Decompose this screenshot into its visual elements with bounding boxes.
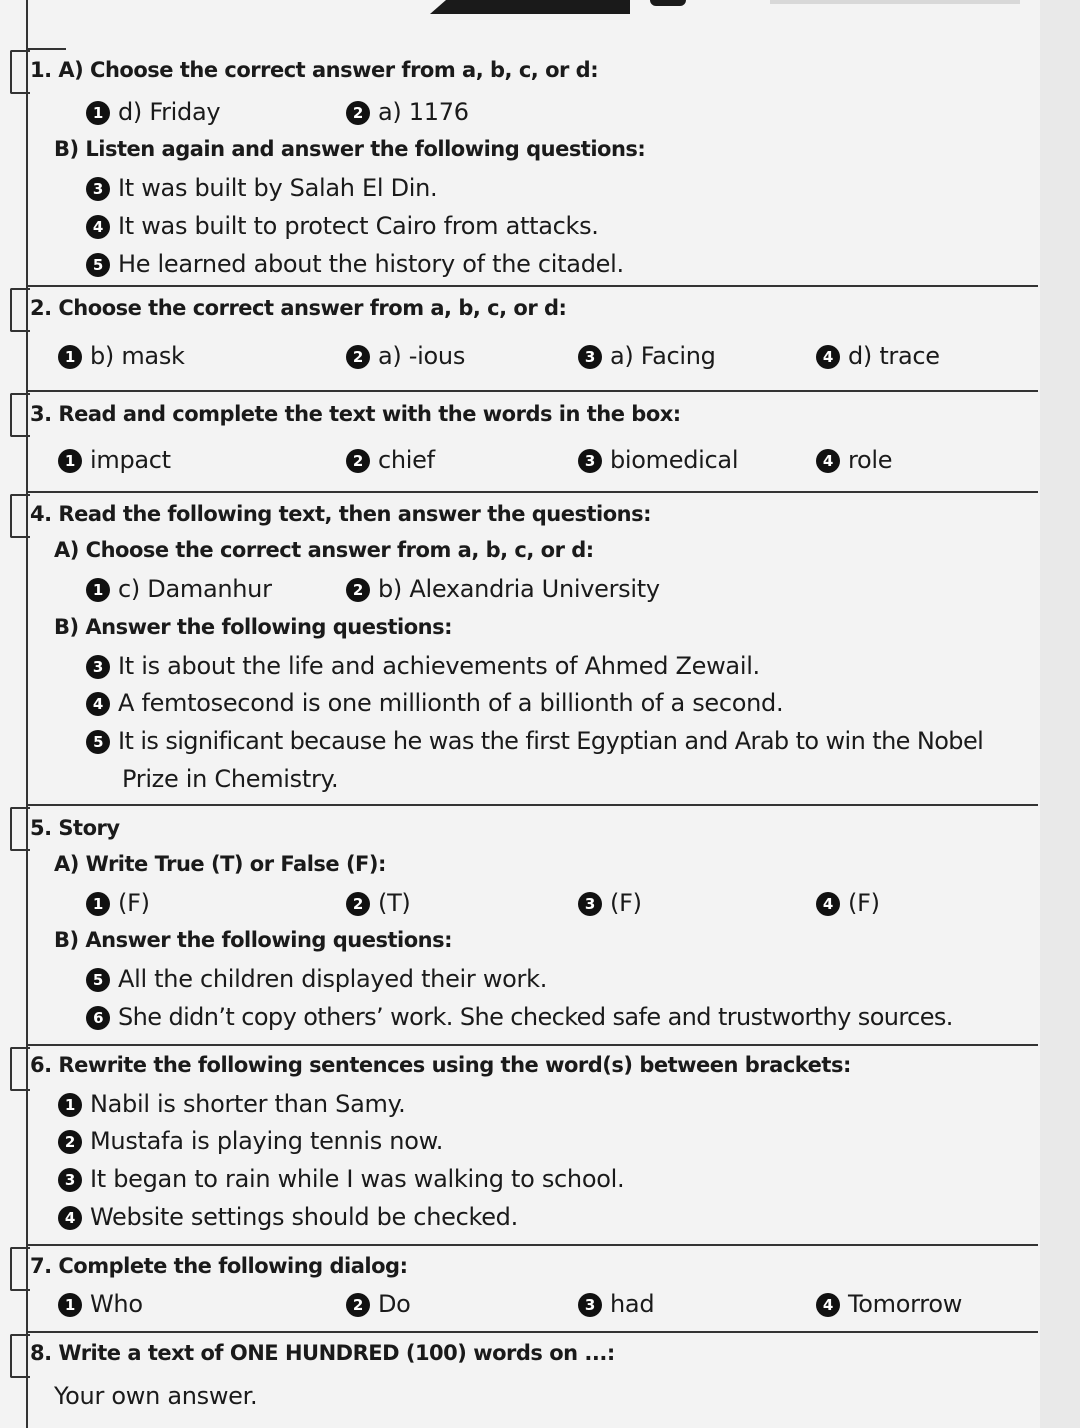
- number-marker: 5: [86, 253, 110, 277]
- s2-answer-3: 3 a) Facing: [578, 342, 716, 370]
- s4-answer-1: 1 c) Damanhur: [86, 575, 272, 603]
- number-marker: 4: [86, 215, 110, 239]
- s3-answer-2: 2 chief: [346, 446, 435, 474]
- header-ornament: [650, 0, 686, 6]
- number-marker: 3: [578, 345, 602, 369]
- number-marker: 3: [578, 1293, 602, 1317]
- number-marker: 2: [58, 1130, 82, 1154]
- s1-answer-2: 2 a) 1176: [346, 98, 469, 126]
- right-margin-band: [1040, 0, 1080, 1428]
- section-tab: [10, 1334, 30, 1378]
- section-tab: [10, 1247, 30, 1291]
- number-marker: 3: [86, 655, 110, 679]
- s8-answer: Your own answer.: [54, 1382, 258, 1410]
- s7-answer-3: 3 had: [578, 1290, 654, 1318]
- s2-answer-2: 2 a) -ious: [346, 342, 465, 370]
- s5-answer-5: 5 All the children displayed their work.: [86, 965, 547, 993]
- number-marker: 2: [346, 1293, 370, 1317]
- s4-answer-5-continued: Prize in Chemistry.: [122, 765, 339, 793]
- number-marker: 1: [58, 1293, 82, 1317]
- section-tab: [10, 494, 30, 538]
- number-marker: 3: [578, 892, 602, 916]
- section-2-heading: 2. Choose the correct answer from a, b, c, or d:: [30, 296, 567, 320]
- number-marker: 3: [578, 449, 602, 473]
- section-tab: [10, 1047, 30, 1091]
- number-marker: 2: [346, 101, 370, 125]
- section-3-heading: 3. Read and complete the text with the words in the box:: [30, 402, 681, 426]
- section-6-heading: 6. Rewrite the following sentences using the word(s) between brackets:: [30, 1053, 851, 1077]
- s1-answer-3: 3 It was built by Salah El Din.: [86, 174, 437, 202]
- section-tab: [10, 807, 30, 851]
- section-divider: [26, 390, 1038, 392]
- section-tab: [10, 50, 30, 94]
- section-5b-heading: B) Answer the following questions:: [54, 928, 452, 952]
- s5-answer-4: 4 (F): [816, 889, 880, 917]
- section-divider: [26, 48, 66, 50]
- section-divider: [26, 804, 1038, 806]
- number-marker: 2: [346, 892, 370, 916]
- s1-answer-5: 5 He learned about the history of the citadel.: [86, 250, 624, 278]
- section-5a-heading: A) Write True (T) or False (F):: [54, 852, 386, 876]
- section-1-heading: 1. A) Choose the correct answer from a, b, c, or d:: [30, 58, 599, 82]
- s1-answer-4: 4 It was built to protect Cairo from attacks.: [86, 212, 599, 240]
- section-7-heading: 7. Complete the following dialog:: [30, 1254, 408, 1278]
- number-marker: 1: [58, 1093, 82, 1117]
- section-tab: [10, 393, 30, 437]
- s4-answer-4: 4 A femtosecond is one millionth of a billionth of a second.: [86, 689, 783, 717]
- section-5-heading: 5. Story: [30, 816, 120, 840]
- section-tab: [10, 288, 30, 332]
- header-banner-fragment: [430, 0, 630, 14]
- section-divider: [26, 1244, 1038, 1246]
- s4-answer-5: 5 It is significant because he was the first Egyptian and Arab to win the Nobel: [86, 727, 983, 755]
- number-marker: 4: [816, 892, 840, 916]
- s5-answer-6: 6 She didn’t copy others’ work. She checked safe and trustworthy sources.: [86, 1003, 953, 1031]
- s2-answer-1: 1 b) mask: [58, 342, 185, 370]
- number-marker: 4: [816, 1293, 840, 1317]
- s1-answer-1: 1 d) Friday: [86, 98, 220, 126]
- section-4a-heading: A) Choose the correct answer from a, b, c, or d:: [54, 538, 594, 562]
- s6-answer-2: 2 Mustafa is playing tennis now.: [58, 1127, 443, 1155]
- number-marker: 4: [58, 1206, 82, 1230]
- section-divider: [26, 491, 1038, 493]
- number-marker: 1: [58, 449, 82, 473]
- number-marker: 3: [58, 1168, 82, 1192]
- s6-answer-4: 4 Website settings should be checked.: [58, 1203, 518, 1231]
- s7-answer-4: 4 Tomorrow: [816, 1290, 962, 1318]
- section-divider: [26, 1044, 1038, 1046]
- number-marker: 4: [86, 692, 110, 716]
- number-marker: 2: [346, 578, 370, 602]
- section-4-heading: 4. Read the following text, then answer the questions:: [30, 502, 652, 526]
- s5-answer-2: 2 (T): [346, 889, 411, 917]
- section-4b-heading: B) Answer the following questions:: [54, 615, 452, 639]
- s4-answer-3: 3 It is about the life and achievements of Ahmed Zewail.: [86, 652, 760, 680]
- header-faded-text: [770, 0, 1020, 4]
- number-marker: 1: [86, 101, 110, 125]
- s5-answer-1: 1 (F): [86, 889, 150, 917]
- s6-answer-1: 1 Nabil is shorter than Samy.: [58, 1090, 405, 1118]
- section-divider: [26, 1331, 1038, 1333]
- number-marker: 3: [86, 177, 110, 201]
- s6-answer-3: 3 It began to rain while I was walking to school.: [58, 1165, 624, 1193]
- number-marker: 4: [816, 449, 840, 473]
- section-8-heading: 8. Write a text of ONE HUNDRED (100) words on ...:: [30, 1341, 615, 1365]
- number-marker: 1: [58, 345, 82, 369]
- section-divider: [26, 285, 1038, 287]
- s4-answer-2: 2 b) Alexandria University: [346, 575, 660, 603]
- s3-answer-1: 1 impact: [58, 446, 171, 474]
- number-marker: 2: [346, 345, 370, 369]
- s3-answer-3: 3 biomedical: [578, 446, 738, 474]
- s3-answer-4: 4 role: [816, 446, 892, 474]
- section-1b-heading: B) Listen again and answer the following questions:: [54, 137, 646, 161]
- number-marker: 6: [86, 1006, 110, 1030]
- number-marker: 5: [86, 730, 110, 754]
- number-marker: 1: [86, 578, 110, 602]
- number-marker: 1: [86, 892, 110, 916]
- s7-answer-2: 2 Do: [346, 1290, 411, 1318]
- s5-answer-3: 3 (F): [578, 889, 642, 917]
- left-margin-line: [26, 0, 28, 1428]
- s7-answer-1: 1 Who: [58, 1290, 143, 1318]
- number-marker: 4: [816, 345, 840, 369]
- s2-answer-4: 4 d) trace: [816, 342, 940, 370]
- number-marker: 5: [86, 968, 110, 992]
- number-marker: 2: [346, 449, 370, 473]
